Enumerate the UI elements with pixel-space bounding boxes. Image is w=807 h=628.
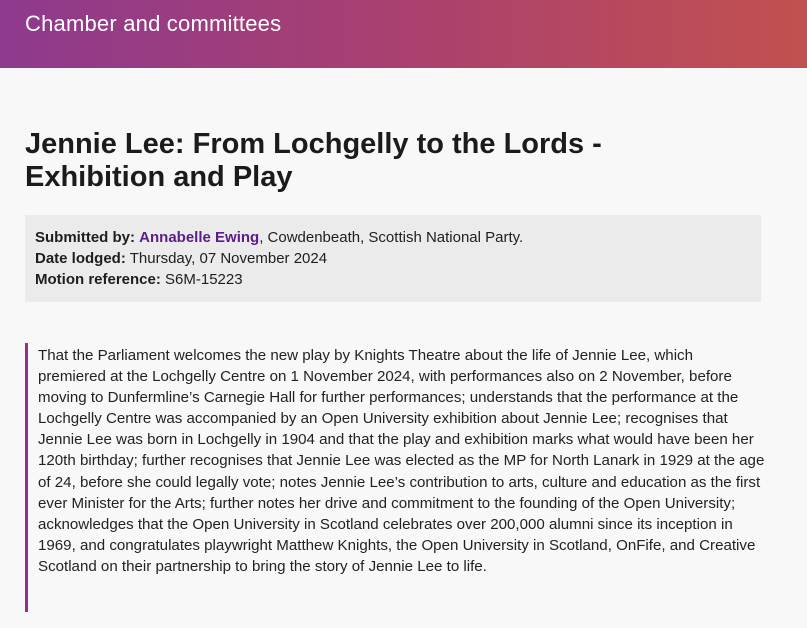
date-lodged-value: Thursday, 07 November 2024 xyxy=(129,250,328,267)
motion-text: That the Parliament welcomes the new play by Knights Theatre about the life of Jennie Lee, which premiered at the Lochgelly Centre on 1 November 2024, with performances also on 2 November, before moving to Dunfermline’s Carnegie Hall for further performances; understands that the performance at the Lochgelly Centre was accompanied by an Open University exhibition about Jennie Lee; recognises that Jennie Lee was born in Lochgelly in 1904 and that the play and exhibition marks what would have been her 120th birthday; further recognises that Jennie Lee was elected as the MP for North Lanark in 1929 at the age of 24, before she could legally vote; notes Jennie Lee’s contribution to arts, culture and education as the first ever Minister for the Arts; further notes her drive and commitment to the founding of the Open University; acknowledges that the Open University in Scotland celebrates over 200,000 alumni since its inception in 1969, and congratulates playwright Matthew Knights, the Open University in Scotland, OnFife, and Creative Scotland on their partnership to bring the story of Jennie Lee to life. xyxy=(25,343,765,612)
motion-reference-row xyxy=(35,269,751,290)
motion-reference-label: Motion reference: xyxy=(35,271,161,288)
member-name-link[interactable]: Annabelle Ewing xyxy=(139,229,260,246)
submitted-by-details: , Cowdenbeath, Scottish National Party. xyxy=(259,229,524,246)
page-title: Jennie Lee: From Lochgelly to the Lords - Exhibition and Play xyxy=(25,128,602,193)
submitted-by-row xyxy=(35,227,751,248)
banner-title[interactable]: Chamber and committees xyxy=(25,11,282,36)
date-lodged-label: Date lodged: xyxy=(35,250,126,267)
motion-details-box xyxy=(25,215,761,302)
date-lodged-row xyxy=(35,248,751,269)
motion-reference-value: S6M-15223 xyxy=(165,271,243,288)
submitted-by-label: Submitted by: xyxy=(35,229,135,246)
section-banner xyxy=(0,0,807,68)
